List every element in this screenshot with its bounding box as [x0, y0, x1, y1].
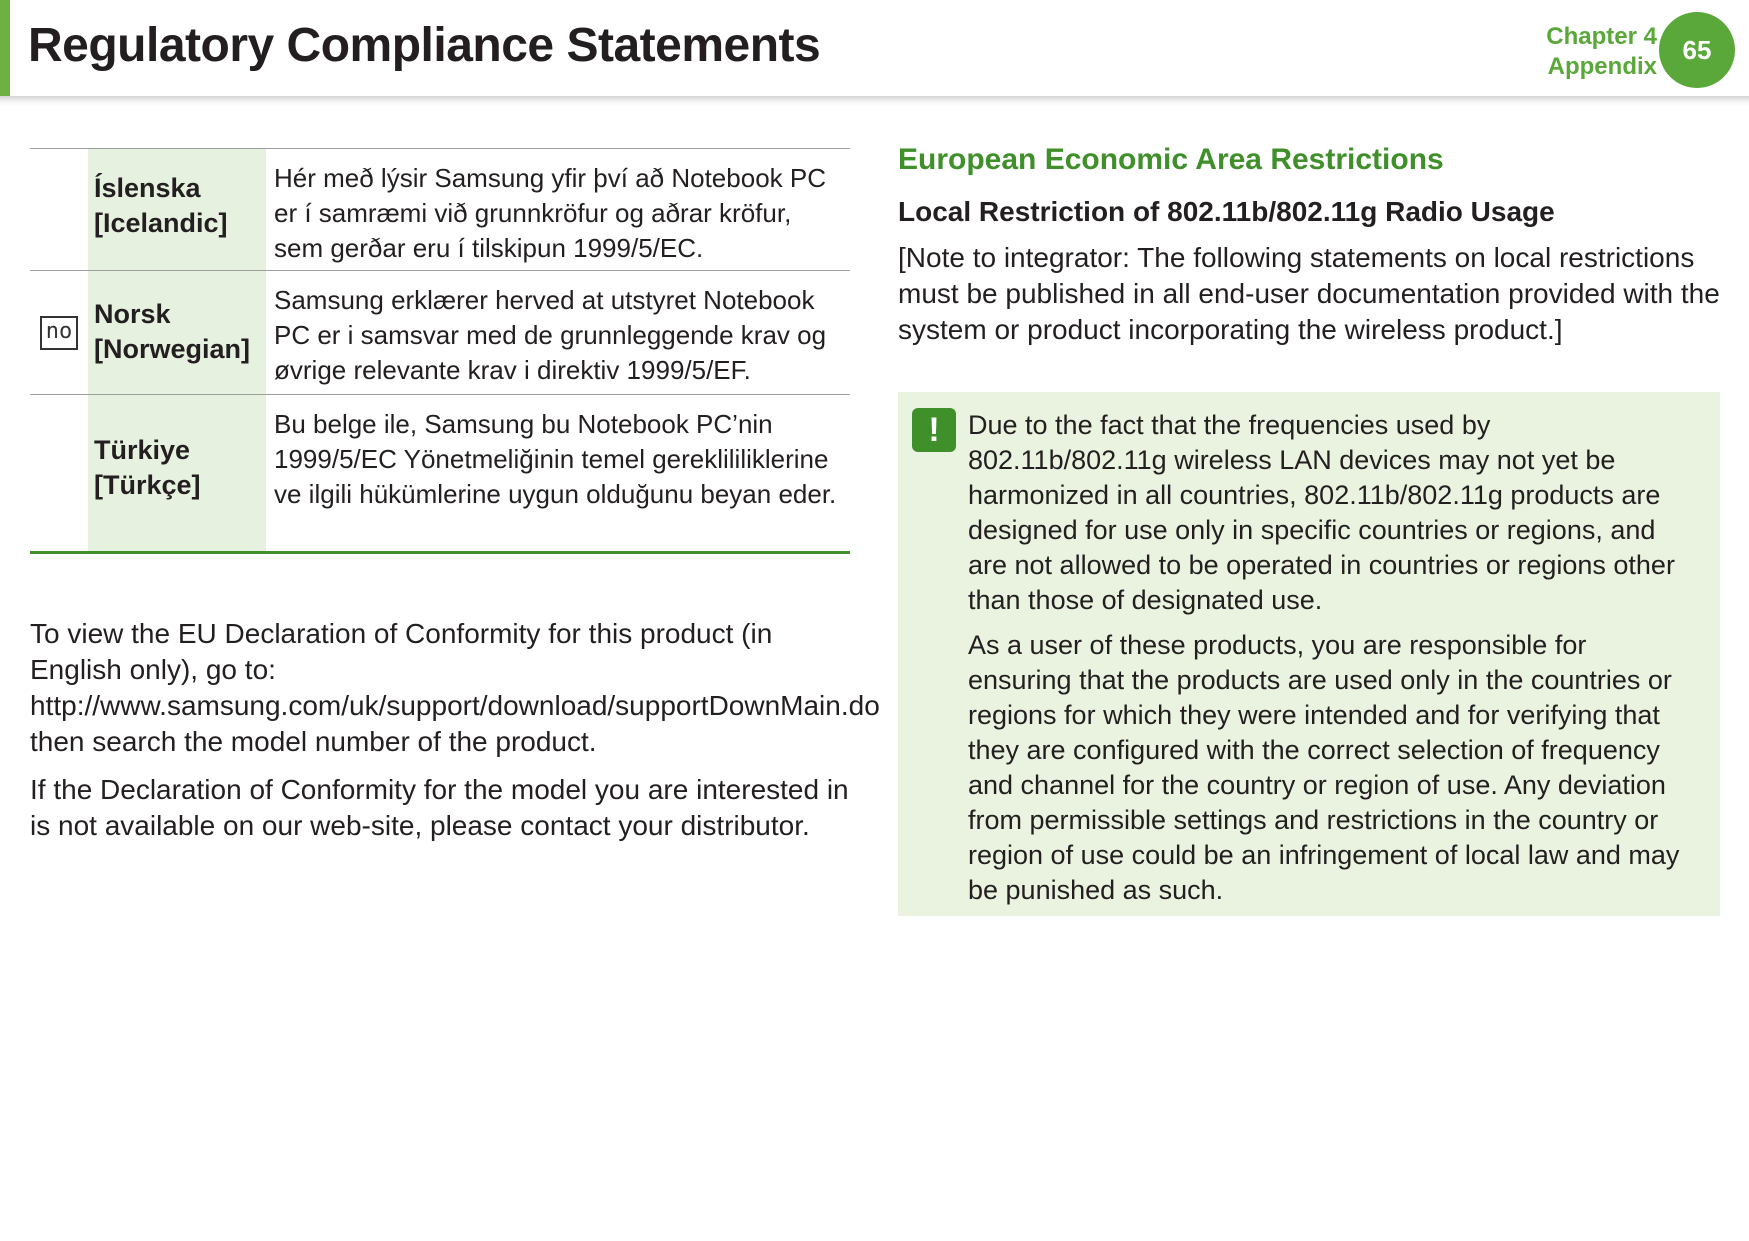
sub-heading: Local Restriction of 802.11b/802.11g Radio Usage	[898, 196, 1555, 227]
table-row	[30, 149, 850, 271]
chapter-section: Appendix	[1547, 53, 1657, 80]
table-row	[30, 395, 850, 551]
caution-box	[898, 392, 1720, 916]
page-number-badge: 65	[1659, 12, 1735, 88]
flag-cell	[30, 395, 88, 551]
section-heading: European Economic Area Restrictions	[898, 143, 1444, 176]
flag-cell	[30, 149, 88, 270]
flag-cell	[30, 271, 88, 394]
caution-paragraph: Due to the fact that the frequencies used by 802.11b/802.11g wireless LAN devices may not yet be harmonized in all countries, 802.11b/802.11g products are designed for use only in specific countries or regions, and are not allowed to be operated in countries or regions other than those of designated use.	[968, 410, 1675, 615]
integrator-note: [Note to integrator: The following statements on local restrictions must be published in all end-user documentation provided with the system or product incorporating the wireless product.]	[898, 242, 1720, 345]
header-divider	[0, 96, 1749, 106]
conformity-info	[30, 616, 880, 856]
conformity-paragraph: To view the EU Declaration of Conformity for this product (in English only), go to: http://www.samsung.com/uk/support/download/supportDownMain.do then search the model number of the product.	[30, 618, 880, 757]
eea-restrictions-section	[898, 140, 1720, 348]
caution-icon: !	[912, 408, 956, 452]
declaration-text: Samsung erklærer herved at utstyret Notebook PC er i samsvar med de grunnleggende krav og øvrige relevante krav i direktiv 1999/5/EF.	[274, 285, 827, 385]
declaration-text: Hér með lýsir Samsung yfir því að Notebook PC er í samræmi við grunnkröfur og aðrar kröfur, sem gerðar eru í tilskipun 1999/5/EC.	[274, 163, 826, 263]
header-accent-bar	[0, 0, 10, 96]
caution-paragraph: As a user of these products, you are responsible for ensuring that the products are used only in the countries or regions for which they were intended and for verifying that they are configured with the correct selection of frequency and channel for the country or region of use. Any deviation from permissible settings and restrictions in the country or region of use could be an infringement of local law and may be punished as such.	[968, 630, 1680, 905]
language-name: Norsk [Norwegian]	[88, 271, 266, 394]
declaration-text: Bu belge ile, Samsung bu Notebook PC’nin 1999/5/EC Yönetmeliğinin temel gereklililiklerine ve ilgili hükümlerine uygun olduğunu beyan eder.	[274, 409, 837, 509]
page-title: Regulatory Compliance Statements	[28, 19, 821, 72]
chapter-label	[1546, 22, 1657, 82]
language-name: Íslenska [Icelandic]	[88, 149, 266, 270]
chapter-number: Chapter 4	[1546, 23, 1657, 50]
language-table	[30, 148, 850, 554]
table-row	[30, 271, 850, 395]
distributor-paragraph: If the Declaration of Conformity for the model you are interested in is not available on our web-site, please contact your distributor.	[30, 774, 849, 841]
language-name: Türkiye [Türkçe]	[88, 395, 266, 551]
country-code-icon: no	[40, 316, 78, 350]
